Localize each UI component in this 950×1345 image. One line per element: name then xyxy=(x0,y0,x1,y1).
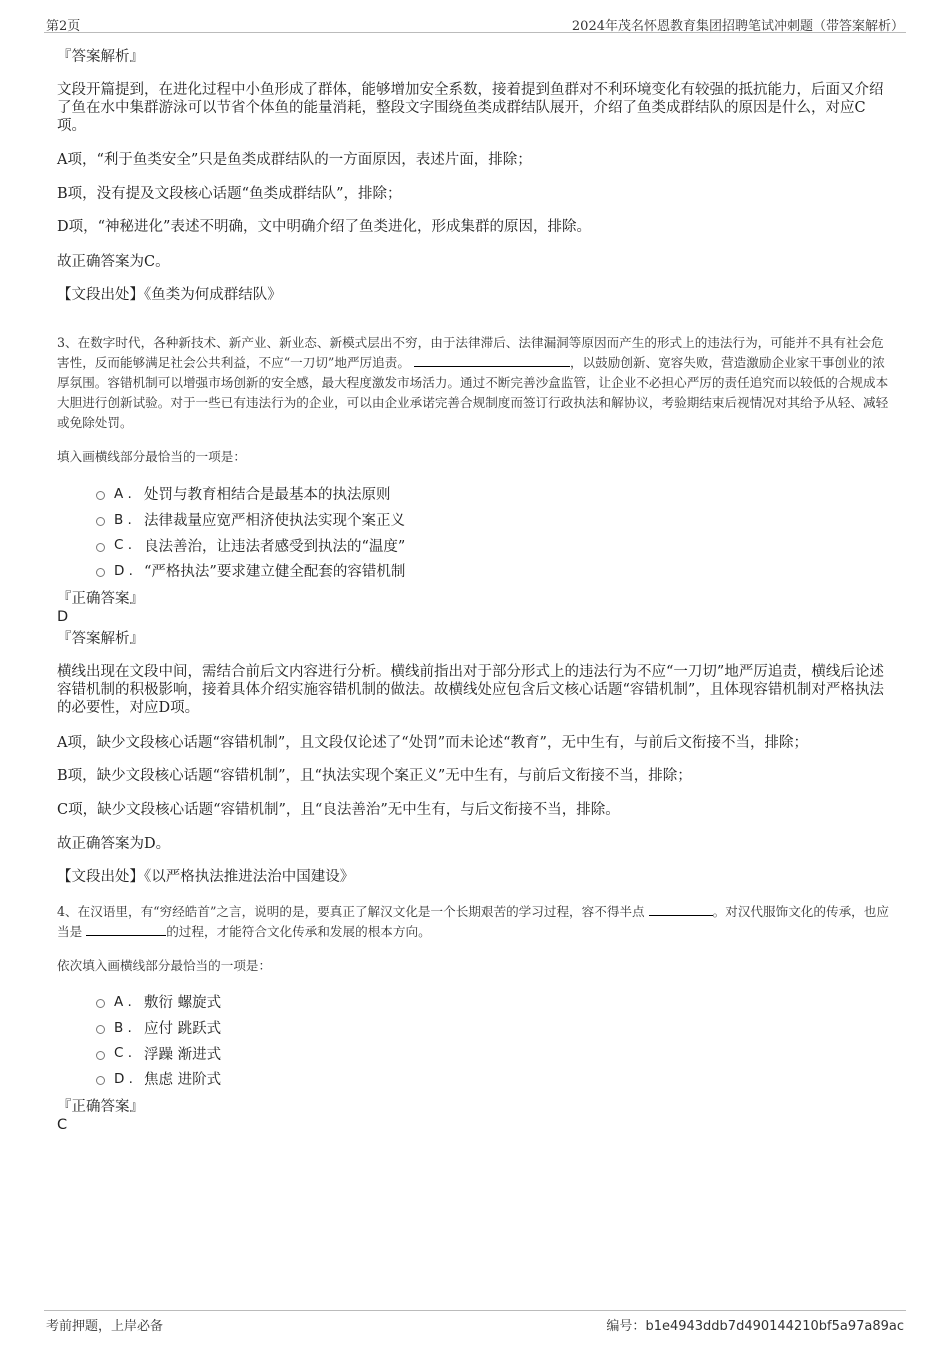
q2-point-b: B项，没有提及文段核心话题“鱼类成群结队”，排除； xyxy=(57,186,402,202)
q4-stem: 4、在汉语里，有“穷经皓首”之言，说明的是，要真正了解汉文化是一个长期艰苦的学习过程，容不得半点 。对汉代服饰文化的传承，也应当是 的过程，才能符合文化传承和发展的根本方向。 xyxy=(57,904,889,939)
q3-source xyxy=(57,868,887,886)
q2-source xyxy=(57,286,887,304)
document-title: 2024年茂名怀恩教育集团招聘笔试冲刺题（带答案解析） xyxy=(571,19,904,34)
option-b[interactable]: B . 应付 跳跃式 xyxy=(96,1015,696,1041)
footer-slogan: 考前押题，上岸必备 xyxy=(46,1319,164,1334)
fill-blank xyxy=(86,923,166,936)
fill-blank xyxy=(414,354,570,367)
q4-prompt: 依次填入画横线部分最恰当的一项是： xyxy=(57,958,272,973)
option-d[interactable]: D . “严格执法”要求建立健全配套的容错机制 xyxy=(96,558,696,584)
radio-icon[interactable] xyxy=(96,1025,105,1034)
radio-icon[interactable] xyxy=(96,543,105,552)
source-title: 《鱼类为何成群结队》 xyxy=(144,287,282,303)
option-d[interactable]: D . 焦虑 进阶式 xyxy=(96,1066,696,1092)
option-b[interactable]: B . 法律裁量应宽严相济使执法实现个案正义 xyxy=(96,507,696,533)
page-number: 第2页 xyxy=(46,19,81,34)
radio-icon[interactable] xyxy=(96,1051,105,1060)
radio-icon[interactable] xyxy=(96,1076,105,1085)
q3-options xyxy=(96,481,696,584)
q4-correct-answer: C xyxy=(57,1117,68,1133)
source-label: 【文段出处】 xyxy=(57,287,144,303)
source-label: 【文段出处】 xyxy=(57,869,144,885)
q3-correct-label: 『正确答案』 xyxy=(57,591,144,607)
q2-conclusion: 故正确答案为C。 xyxy=(57,254,170,270)
q2-analysis-text: 文段开篇提到，在进化过程中小鱼形成了群体，能够增加安全系数，接着提到鱼群对不利环境变化有较强的抵抗能力，后面又介绍了鱼在水中集群游泳可以节省个体鱼的能量消耗，整段文字围绕鱼类成群结队展开，介绍了鱼类成群结队的原因是什么，对应C项。 xyxy=(57,82,884,134)
option-a[interactable]: A . 处罚与教育相结合是最基本的执法原则 xyxy=(96,481,696,507)
q4-correct-label: 『正确答案』 xyxy=(57,1099,144,1115)
q3-prompt: 填入画横线部分最恰当的一项是： xyxy=(57,449,246,464)
option-a[interactable]: A . 敷衍 螺旋式 xyxy=(96,989,696,1015)
q3-analysis-text: 横线出现在文段中间，需结合前后文内容进行分析。横线前指出对于部分形式上的违法行为不应“一刀切”地严厉追责，横线后论述容错机制的积极影响，接着具体介绍实施容错机制的做法。故横线处应包含后文核心话题“容错机制”，且体现容错机制对严格执法的必要性，对应D项。 xyxy=(57,664,884,716)
q3-stem: 3、在数字时代，各种新技术、新产业、新业态、新模式层出不穷，由于法律滞后、法律漏洞等原因而产生的形式上的违法行为，可能并不具有社会危害性，反而能够满足社会公共利益，不应“一刀切”地严厉追责。 ，以鼓励创新、宽容失败，营造激励企业家干事创业的浓厚氛围。容错机制可以增强市场创新的安全感，最大程度激发市场活力。通过不断完善沙盒监管，让企业不必担心严厉的责任追究而以较低的合规成本大胆进行创新试验。对于一些已有违法行为的企业，可以由企业承诺完善合规制度而签订行政执法和解协议，考验期结束后视情况对其给予从轻、减轻或免除处罚。 xyxy=(57,335,889,430)
source-title: 《以严格执法推进法治中国建设》 xyxy=(144,869,355,885)
q3-analysis-label: 『答案解析』 xyxy=(57,631,144,647)
footer-divider xyxy=(44,1310,906,1311)
code-value: b1e4943ddb7d490144210bf5a97a89ac xyxy=(645,1319,904,1334)
code-label: 编号： xyxy=(606,1319,646,1334)
footer-code xyxy=(606,1315,904,1334)
q3-conclusion: 故正确答案为D。 xyxy=(57,836,171,852)
q3-point-a: A项，缺少文段核心话题“容错机制”，且文段仅论述了“处罚”而未论述“教育”，无中生有，与前后文衔接不当，排除； xyxy=(57,735,808,751)
option-c[interactable]: C . 浮躁 渐进式 xyxy=(96,1040,696,1066)
radio-icon[interactable] xyxy=(96,568,105,577)
radio-icon[interactable] xyxy=(96,491,105,500)
radio-icon[interactable] xyxy=(96,517,105,526)
q2-point-a: A项，“利于鱼类安全”只是鱼类成群结队的一方面原因，表述片面，排除； xyxy=(57,152,532,168)
header-divider xyxy=(44,32,906,33)
option-c[interactable]: C . 良法善治，让违法者感受到执法的“温度” xyxy=(96,532,696,558)
q3-correct-answer: D xyxy=(57,609,69,625)
q2-point-d: D项，“神秘进化”表述不明确，文中明确介绍了鱼类进化，形成集群的原因，排除。 xyxy=(57,219,591,235)
q3-point-b: B项，缺少文段核心话题“容错机制”，且“执法实现个案正义”无中生有，与前后文衔接不当，排除； xyxy=(57,768,692,784)
q4-options xyxy=(96,989,696,1092)
q3-point-c: C项，缺少文段核心话题“容错机制”，且“良法善治”无中生有，与后文衔接不当，排除。 xyxy=(57,802,620,818)
radio-icon[interactable] xyxy=(96,999,105,1008)
fill-blank xyxy=(649,903,713,916)
q2-analysis-label: 『答案解析』 xyxy=(57,49,144,65)
